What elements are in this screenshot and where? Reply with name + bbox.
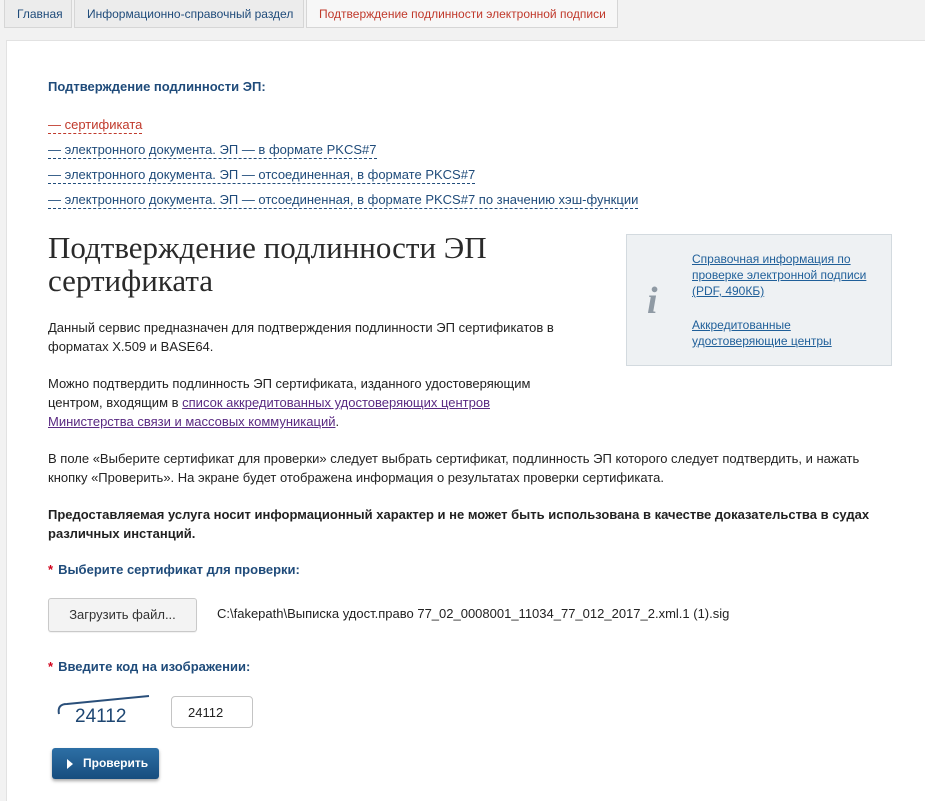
breadcrumb-info-section[interactable]: Информационно-справочный раздел <box>74 0 304 28</box>
legal-notice: Предоставляемая услуга носит информационный характер и не может быть использована в качестве доказательства в судах различных инстанций. <box>48 507 870 541</box>
info-box <box>626 234 892 366</box>
cert-field-label <box>48 562 300 577</box>
captcha-label-text: Введите код на изображении: <box>58 659 251 674</box>
info-link-accredited-centers[interactable]: Аккредитованные удостоверяющие центры <box>692 318 832 348</box>
upload-file-button[interactable]: Загрузить файл... <box>48 598 197 632</box>
nav-link-certificate[interactable]: — сертификата <box>48 117 143 132</box>
required-mark: * <box>48 562 54 577</box>
breadcrumb-home[interactable]: Главная <box>4 0 72 28</box>
captcha-field-label <box>48 659 250 674</box>
info-link-reference-pdf[interactable]: Справочная информация по проверке электронной подписи (PDF, 490КБ) <box>692 252 867 298</box>
check-button-label: Проверить <box>83 756 149 770</box>
nav-link-doc-detached[interactable]: — электронного документа. ЭП — отсоединенная, в формате PKCS#7 <box>48 167 476 182</box>
nav-link-doc-pkcs7[interactable]: — электронного документа. ЭП — в формате PKCS#7 <box>48 142 377 157</box>
cert-label-text: Выберите сертификат для проверки: <box>58 562 300 577</box>
breadcrumb-current: Подтверждение подлинности электронной подписи <box>306 0 618 28</box>
nav-heading: Подтверждение подлинности ЭП: <box>48 79 266 94</box>
info-icon: i <box>647 280 658 322</box>
captcha-image <box>53 692 153 728</box>
selected-file-name: C:\fakepath\Выписка удост.право 77_02_0008001_11034_77_012_2017_2.xml.1 (1).sig <box>217 606 730 621</box>
accredited-text: Можно подтвердить подлинность ЭП сертификата, изданного удостоверяющим центром, входящим в <box>48 376 531 410</box>
instruction-paragraph: В поле «Выберите сертификат для проверки» следует выбрать сертификат, подлинность ЭП которого следует подтвердить, и нажать кнопку «Проверить». На экране будет отображена информация о результатах проверки сертификата. <box>48 451 860 485</box>
page-title <box>48 231 608 297</box>
description-paragraph: Данный сервис предназначен для подтверждения подлинности ЭП сертификатов в форматах X.509 и BASE64. <box>48 320 554 354</box>
breadcrumb <box>0 0 925 30</box>
nav-link-doc-detached-hash[interactable]: — электронного документа. ЭП — отсоединенная, в формате PKCS#7 по значению хэш-функции <box>48 192 639 207</box>
captcha-input[interactable] <box>171 696 253 728</box>
page-title-line2: сертификата <box>48 263 214 298</box>
check-button[interactable] <box>52 748 159 779</box>
required-mark-captcha: * <box>48 659 54 674</box>
captcha-code: 24112 <box>75 706 127 727</box>
content-panel <box>6 40 925 801</box>
page-title-line1: Подтверждение подлинности ЭП <box>48 230 487 265</box>
accredited-list-link[interactable]: список аккредитованных удостоверяющих центров Министерства связи и массовых коммуникаций <box>48 395 490 429</box>
play-icon <box>67 759 73 769</box>
accredited-paragraph <box>48 374 578 431</box>
accredited-text-end: . <box>335 414 340 429</box>
